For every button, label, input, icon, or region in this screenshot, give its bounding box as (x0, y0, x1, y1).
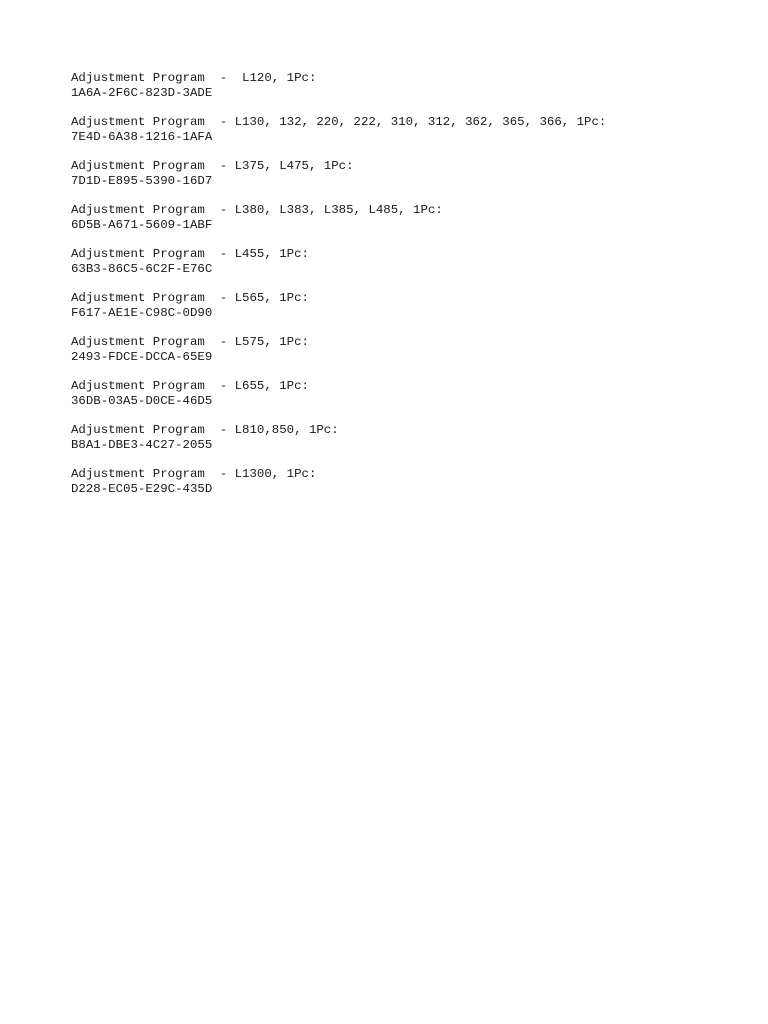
entry-key: D228-EC05-E29C-435D (71, 482, 213, 496)
entry-key: 7E4D-6A38-1216-1AFA (71, 130, 213, 144)
list-item-l565 (71, 291, 751, 321)
entry-key: 36DB-03A5-D0CE-46D5 (71, 394, 213, 408)
entry-title: Adjustment Program - L575, 1Pc: (71, 335, 309, 349)
list-item-l380 (71, 203, 751, 233)
entry-title: Adjustment Program - L810,850, 1Pc: (71, 423, 339, 437)
entry-key: 7D1D-E895-5390-16D7 (71, 174, 213, 188)
list-item-l1300 (71, 467, 751, 497)
entry-key: F617-AE1E-C98C-0D90 (71, 306, 213, 320)
entry-key: 1A6A-2F6C-823D-3ADE (71, 86, 213, 100)
list-item-l375 (71, 159, 751, 189)
entry-title: Adjustment Program - L130, 132, 220, 222, 310, 312, 362, 365, 366, 1Pc: (71, 115, 607, 129)
list-item-l575 (71, 335, 751, 365)
document-body (71, 71, 751, 511)
list-item-l655 (71, 379, 751, 409)
entry-key: 2493-FDCE-DCCA-65E9 (71, 350, 213, 364)
entry-key: 6D5B-A671-5609-1ABF (71, 218, 213, 232)
list-item-l455 (71, 247, 751, 277)
entry-title: Adjustment Program - L455, 1Pc: (71, 247, 309, 261)
entry-title: Adjustment Program - L120, 1Pc: (71, 71, 317, 85)
list-item-l130 (71, 115, 751, 145)
entry-title: Adjustment Program - L1300, 1Pc: (71, 467, 317, 481)
entry-title: Adjustment Program - L375, L475, 1Pc: (71, 159, 354, 173)
entry-key: B8A1-DBE3-4C27-2055 (71, 438, 213, 452)
entry-title: Adjustment Program - L380, L383, L385, L485, 1Pc: (71, 203, 443, 217)
entry-key: 63B3-86C5-6C2F-E76C (71, 262, 213, 276)
list-item-l120 (71, 71, 751, 101)
entry-title: Adjustment Program - L655, 1Pc: (71, 379, 309, 393)
list-item-l810 (71, 423, 751, 453)
entry-title: Adjustment Program - L565, 1Pc: (71, 291, 309, 305)
